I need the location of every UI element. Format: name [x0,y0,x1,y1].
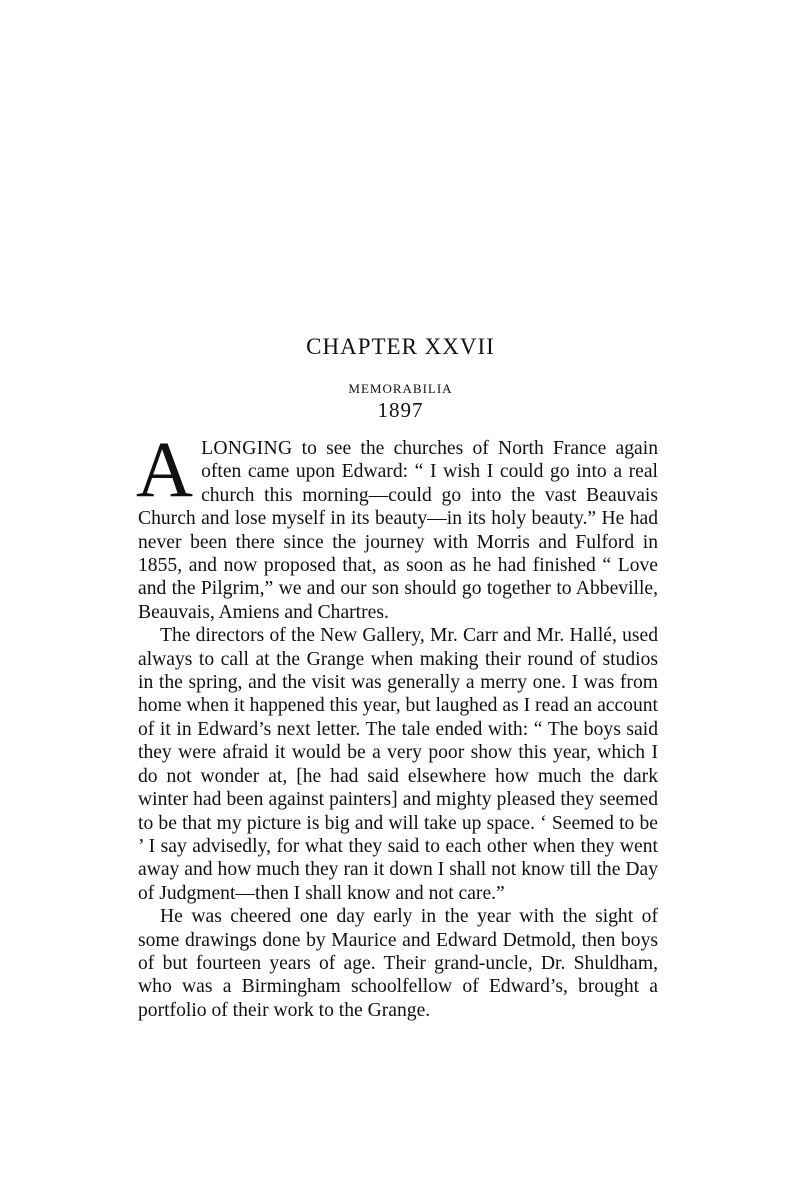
paragraph-1-text: to see the churches of North France again often came upon Edward: “ I wish I could go into a real church this morning—could go into the vast Beauvais Church and lose myself in its beauty—in its holy beauty.” He had never been there since the journey with Morris and Fulford in 1855, and now proposed that, as soon as he had finished “ Love and the Pilgrim,” we and our son should go together to Abbeville, Beauvais, Amiens and Chartres. [138,438,658,623]
drop-cap: A [136,427,194,514]
chapter-year: 1897 [377,398,424,422]
chapter-title: CHAPTER XXVII [306,334,495,359]
body-text [136,427,658,1022]
paragraph-3: He was cheered one day early in the year with the sight of some drawings done by Maurice and Edward Detmold, then boys of but fourteen years of age. Their grand-uncle, Dr. Shuldham, who was a Birmingham schoolfellow of Edward’s, brought a portfolio of their work to the Grange. [138,906,658,1021]
paragraph-1 [136,427,658,624]
first-word: LONGING [201,438,293,459]
paragraph-2: The directors of the New Gallery, Mr. Carr and Mr. Hallé, used always to call at the Grange when making their round of studios in the spring, and the visit was generally a merry one. I was from home when it happened this year, but laughed as I read an account of it in Edward’s next letter. The tale ended with: “ The boys said they were afraid it would be a very poor show this year, which I do not wonder at, [he had said elsewhere how much the dark winter had been against painters] and mighty pleased they seemed to be that my picture is big and will take up space. ‘ Seemed to be ’ I say advisedly, for what they said to each other when they went away and how much they ran it down I shall not know till the Day of Judgment—then I shall know and not care.” [138,625,658,904]
chapter-subtitle: MEMORABILIA [348,381,453,396]
